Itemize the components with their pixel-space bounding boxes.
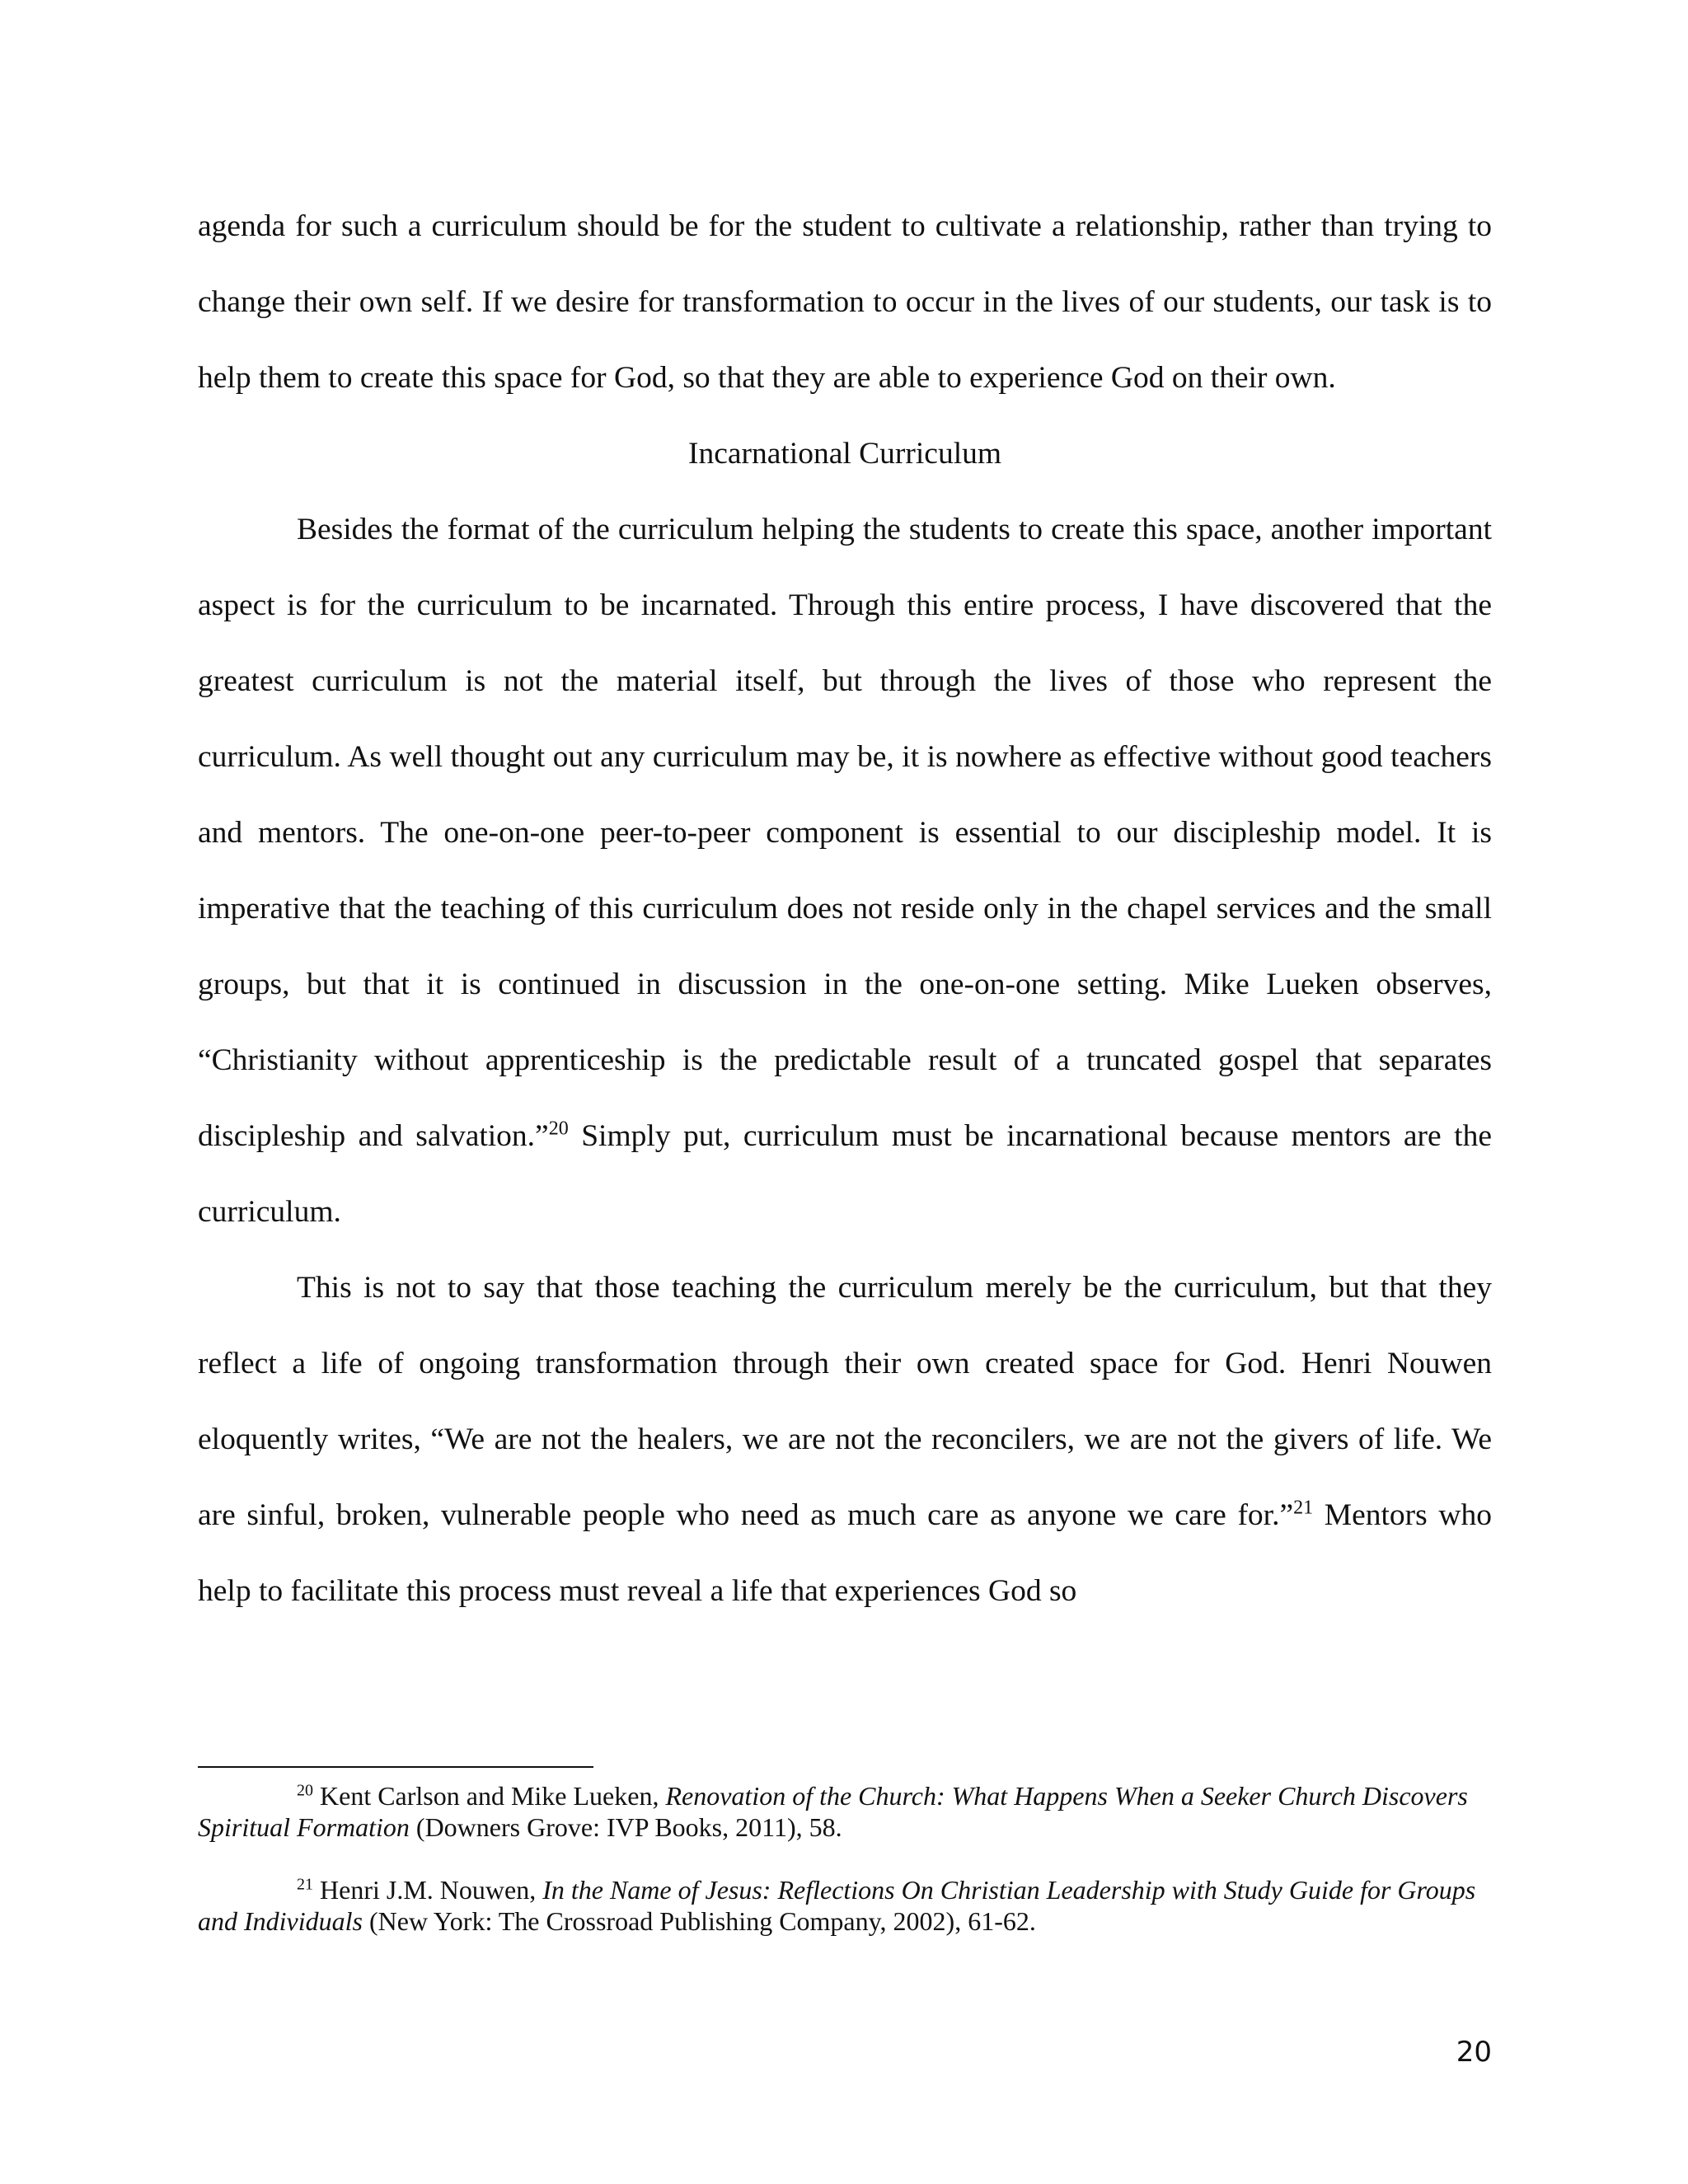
footnote-title: Renovation of the Church: What Happens When a Seeker Church Discovers Spiritual Formation xyxy=(198,1781,1468,1842)
footnote-reference-20[interactable]: 20 xyxy=(548,1118,569,1140)
footnote-20 xyxy=(198,1780,1492,1843)
footnote-authors: Henri J.M. Nouwen, xyxy=(313,1875,543,1905)
footnote-number: 21 xyxy=(297,1875,313,1894)
page-number: 20 xyxy=(1456,2036,1492,2069)
paragraph-text: This is not to say that those teaching the curriculum merely be the curriculum, but that they reflect a life of ongoing transformation through their own created space for God. Henri Nouwen eloquently writes, “We are not the healers, we are not the reconcilers, we are not the givers of life. We are sinful, broken, vulnerable people who need as much care as anyone we care for.” xyxy=(198,1271,1492,1532)
footnote-divider xyxy=(198,1766,593,1768)
paragraph-text: Simply put, curriculum must be incarnational because mentors are the curriculum. xyxy=(198,1119,1492,1229)
footnote-authors: Kent Carlson and Mike Lueken, xyxy=(313,1781,666,1811)
paragraph-text: Mentors who help to facilitate this process must reveal a life that experiences God so xyxy=(198,1498,1492,1608)
paragraph-mentors xyxy=(198,1250,1492,1629)
footnotes xyxy=(198,1780,1492,1968)
body-text xyxy=(198,189,1492,1629)
paragraph-text: Besides the format of the curriculum helping the students to create this space, another important aspect is for the curriculum to be incarnated. Through this entire process, I have discovered that the greatest curriculum is not the material itself, but through the lives of those who represent the curriculum. As well thought out any curriculum may be, it is nowhere as effective without good teachers and mentors. The one-on-one peer-to-peer component is essential to our discipleship model. It is imperative that the teaching of this curriculum does not reside only in the chapel services and the small groups, but that it is continued in discussion in the one-on-one setting. Mike Lueken observes, “Christianity without apprenticeship is the predictable result of a truncated gospel that separates discipleship and salvation.” xyxy=(198,513,1492,1153)
paragraph-incarnated xyxy=(198,492,1492,1250)
footnote-reference-21[interactable]: 21 xyxy=(1293,1497,1314,1519)
footnote-21 xyxy=(198,1874,1492,1937)
footnote-number: 20 xyxy=(297,1781,313,1800)
section-heading: Incarnational Curriculum xyxy=(687,437,1002,471)
footnote-title: In the Name of Jesus: Reflections On Christian Leadership with Study Guide for Groups and Individuals xyxy=(198,1875,1476,1936)
footnote-publication: (New York: The Crossroad Publishing Company, 2002), 61-62. xyxy=(362,1906,1036,1936)
paragraph-continuation: agenda for such a curriculum should be for the student to cultivate a relationship, rather than trying to change their own self. If we desire for transformation to occur in the lives of our students, our task is to help them to create this space for God, so that they are able to experience God on their own. xyxy=(198,209,1492,395)
footnote-publication: (Downers Grove: IVP Books, 2011), 58. xyxy=(409,1812,842,1842)
